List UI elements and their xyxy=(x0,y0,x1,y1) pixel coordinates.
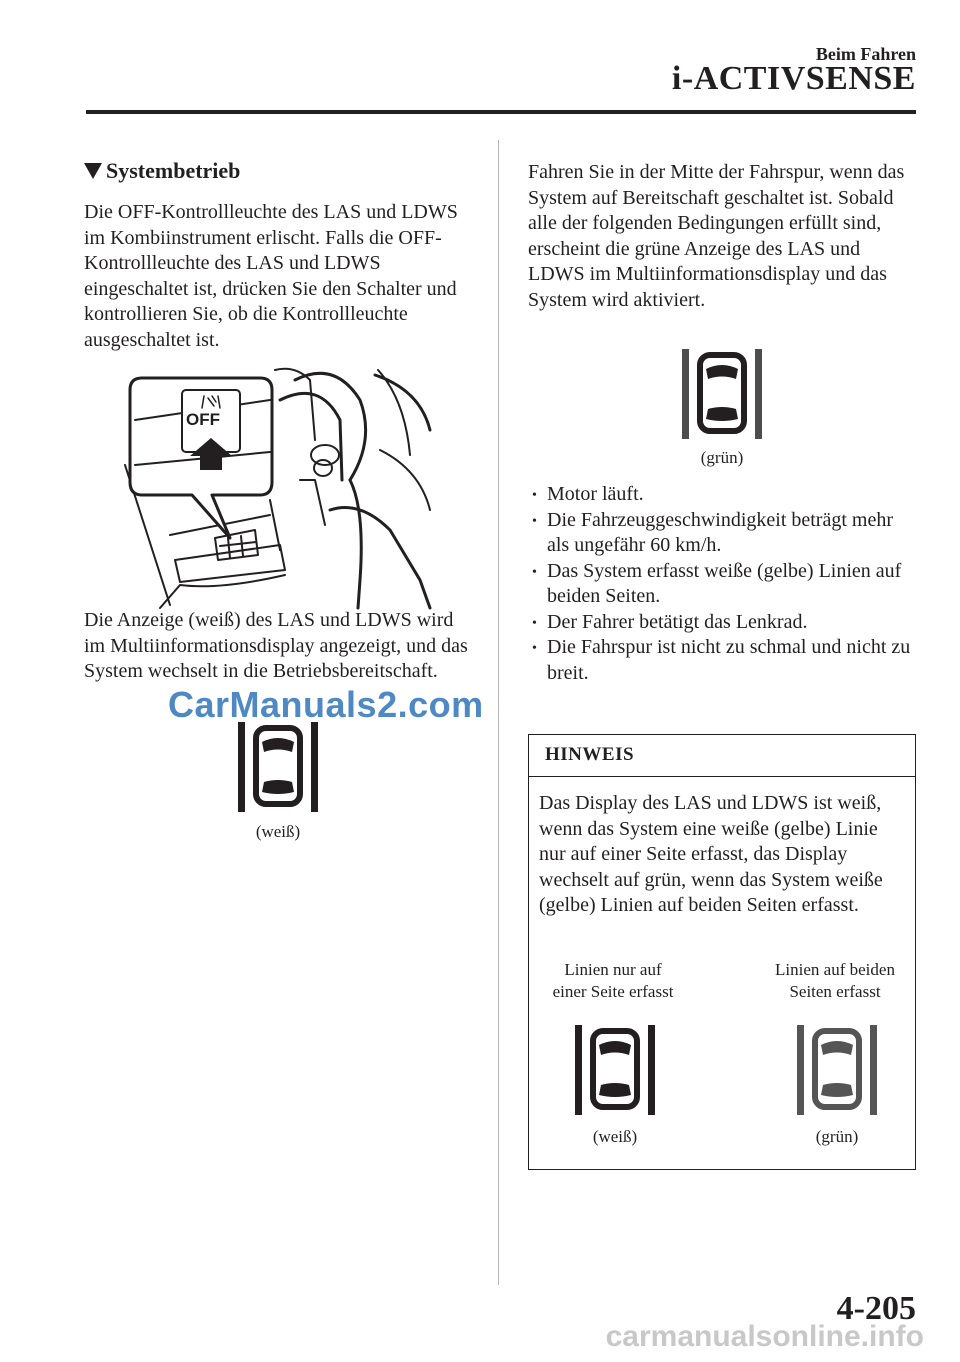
note-left-label-line1: Linien nur auf xyxy=(564,960,662,979)
lane-indicator-green-icon xyxy=(680,349,764,439)
icon-caption-green: (grün) xyxy=(700,448,744,467)
list-item: • Die Fahrzeuggeschwindigkeit beträgt mehr als ungefähr 60 km/h. xyxy=(530,508,920,559)
note-left-caption: (weiß) xyxy=(592,1127,638,1146)
dashboard-switch-illustration xyxy=(120,360,440,610)
footer-url: carmanualsonline.info xyxy=(605,1320,924,1353)
conditions-list xyxy=(530,482,920,686)
note-box xyxy=(528,734,916,1170)
page-number: 4-205 xyxy=(836,1290,916,1327)
section-heading-text: Systembetrieb xyxy=(106,158,241,183)
left-paragraph-1: Die OFF-Kontrollleuchte des LAS und LDWS im Kombiinstrument erlischt. Falls die OFF-Kontrollleuchte des LAS und LDWS eingeschaltet ist, drücken Sie den Schalter und kontrollieren Sie, ob die Kontrollleuchte ausgeschaltet ist. xyxy=(84,201,458,351)
section-heading xyxy=(84,158,240,184)
icon-caption-white: (weiß) xyxy=(255,822,301,841)
note-left-label-line2: einer Seite erfasst xyxy=(552,982,674,1001)
list-item: • Die Fahrspur ist nicht zu schmal und nicht zu breit. xyxy=(530,635,920,686)
lane-indicator-white-icon xyxy=(236,722,320,812)
right-paragraph-1: Fahren Sie in der Mitte der Fahrspur, wenn das System auf Bereitschaft geschaltet ist. Sobald alle der folgenden Bedingungen erfüllt sind, erscheint die grüne Anzeige des LAS und LDWS im Multiinformationsdisplay und das System wird aktiviert. xyxy=(528,161,905,311)
chapter-title: i-ACTIVSENSE xyxy=(671,60,916,97)
lane-indicator-one-side-icon xyxy=(573,1025,657,1115)
section-label: Beim Fahren xyxy=(815,44,916,64)
list-item: • Der Fahrer betätigt das Lenkrad. xyxy=(530,610,920,636)
note-right-label-line2: Seiten erfasst xyxy=(789,982,881,1001)
note-left-label xyxy=(529,959,697,1003)
note-title: HINWEIS xyxy=(545,744,635,765)
note-right-label xyxy=(751,959,919,1003)
column-divider xyxy=(498,140,499,1285)
note-right-caption: (grün) xyxy=(815,1127,859,1146)
left-paragraph-2: Die Anzeige (weiß) des LAS und LDWS wird im Multiinformationsdisplay angezeigt, und das System wechselt in die Betriebsbereitschaft. xyxy=(84,609,468,682)
list-item: • Das System erfasst weiße (gelbe) Linien auf beiden Seiten. xyxy=(530,559,920,610)
lane-indicator-both-sides-icon xyxy=(795,1025,879,1115)
note-text: Das Display des LAS und LDWS ist weiß, wenn das System eine weiße (gelbe) Linie nur auf einer Seite erfasst, das Display wechselt auf grün, wenn das System weiße (gelbe) Linien auf beiden Seiten erfasst. xyxy=(539,792,883,916)
triangle-bullet-icon xyxy=(84,163,102,179)
list-item: • Motor läuft. xyxy=(530,482,920,508)
watermark: CarManuals2.com xyxy=(168,684,484,725)
header-rule xyxy=(86,110,916,114)
off-switch-label: OFF xyxy=(186,410,220,429)
note-right-label-line1: Linien auf beiden xyxy=(775,960,895,979)
note-header xyxy=(529,735,915,777)
